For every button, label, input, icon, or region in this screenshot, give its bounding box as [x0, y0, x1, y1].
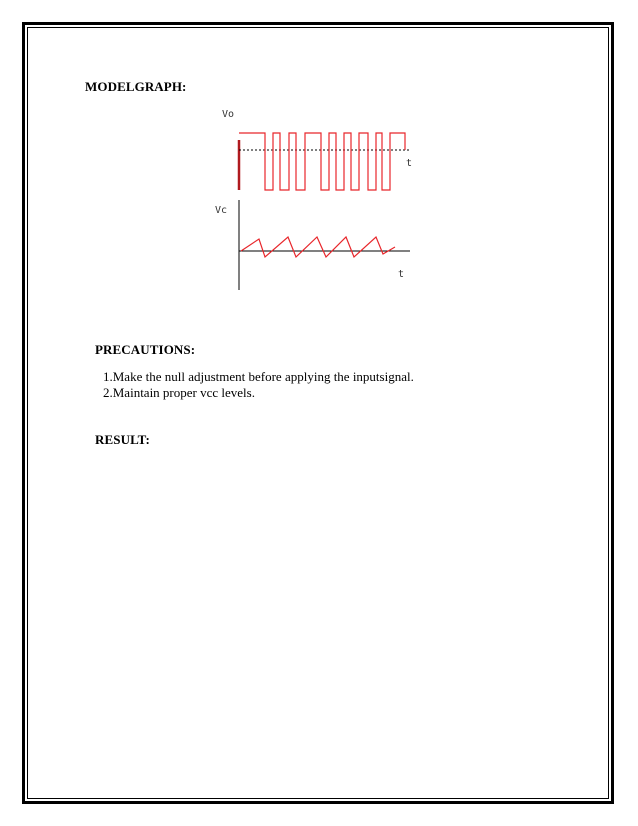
- result-heading: RESULT:: [95, 432, 150, 447]
- capacitor-wave: [241, 237, 395, 257]
- precautions-heading: PRECAUTIONS:: [95, 342, 196, 357]
- modelgraph-heading: MODELGRAPH:: [85, 79, 187, 94]
- vo-label: Vo: [222, 109, 235, 120]
- precaution-item: 2.Maintain proper vcc levels.: [103, 385, 255, 400]
- square-wave: [239, 133, 405, 190]
- t-label-bottom: t: [398, 269, 405, 280]
- vc-label: Vc: [215, 205, 228, 216]
- precautions-list: [103, 369, 414, 401]
- model-graph: [195, 100, 425, 295]
- t-label-top: t: [406, 158, 413, 169]
- precaution-item: 1.Make the null adjustment before applying the inputsignal.: [103, 369, 414, 384]
